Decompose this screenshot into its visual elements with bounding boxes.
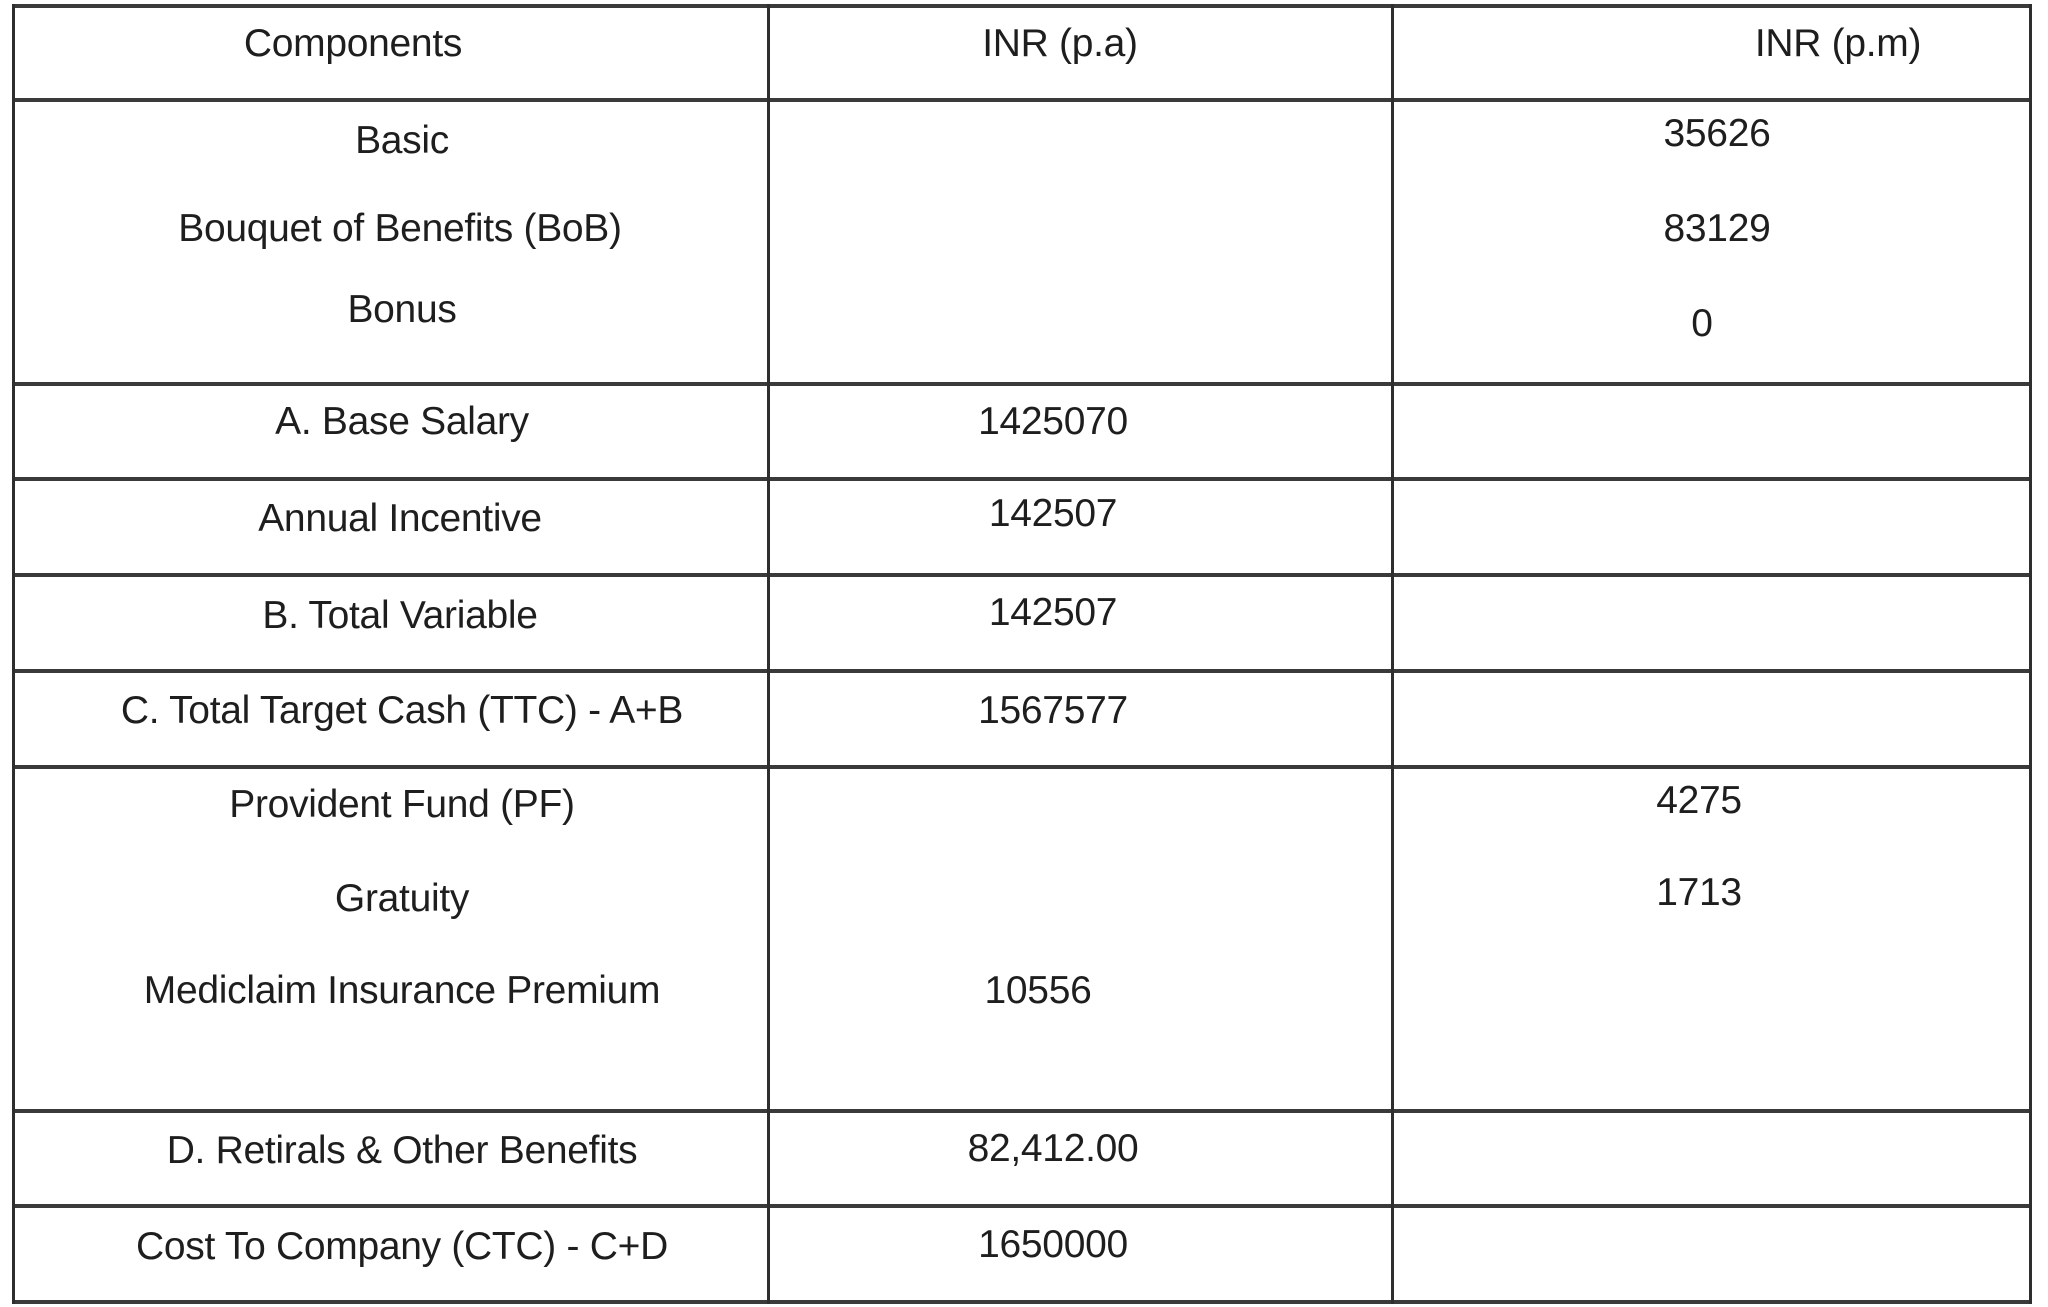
value-bob-pm: 83129 [1663, 207, 1771, 250]
header-bottom-border [12, 98, 2032, 102]
value-annual-incentive-pa: 142507 [988, 492, 1118, 535]
component-bonus: Bonus [347, 288, 457, 331]
component-base-salary: A. Base Salary [275, 400, 529, 443]
component-provident-fund: Provident Fund (PF) [229, 783, 575, 826]
table-border-right [2029, 4, 2032, 1304]
component-cost-to-company: Cost To Company (CTC) - C+D [136, 1225, 668, 1268]
value-gratuity-pm: 1713 [1656, 871, 1742, 914]
value-total-target-cash-pa: 1567577 [978, 689, 1128, 732]
column-divider-1 [767, 4, 770, 1304]
row-border [12, 477, 2032, 481]
component-basic: Basic [355, 119, 449, 162]
row-border [12, 1204, 2032, 1208]
component-gratuity: Gratuity [334, 877, 470, 920]
header-inr-pa: INR (p.a) [982, 22, 1138, 65]
value-total-variable-pa: 142507 [988, 591, 1118, 634]
component-annual-incentive: Annual Incentive [258, 497, 542, 540]
row-border [12, 573, 2032, 577]
component-mediclaim: Mediclaim Insurance Premium [143, 969, 661, 1012]
column-divider-2 [1391, 4, 1394, 1304]
value-basic-pm: 35626 [1663, 112, 1771, 155]
value-base-salary-pa: 1425070 [978, 400, 1128, 443]
header-inr-pm: INR (p.m) [1754, 22, 1922, 65]
row-border [12, 1109, 2032, 1113]
component-retirals: D. Retirals & Other Benefits [166, 1129, 638, 1172]
table-border-bottom [12, 1300, 2032, 1304]
value-cost-to-company-pa: 1650000 [978, 1223, 1128, 1266]
table-border-left [12, 4, 15, 1304]
component-bob: Bouquet of Benefits (BoB) [178, 207, 622, 250]
header-components: Components [243, 22, 463, 65]
value-bonus-pm: 0 [1691, 302, 1713, 345]
component-total-target-cash: C. Total Target Cash (TTC) - A+B [120, 689, 684, 732]
row-border [12, 382, 2032, 386]
row-border [12, 765, 2032, 769]
table-border-top [12, 4, 2032, 8]
value-mediclaim-pa: 10556 [984, 969, 1092, 1012]
value-provident-fund-pm: 4275 [1656, 779, 1742, 822]
value-retirals-pa: 82,412.00 [967, 1127, 1139, 1170]
row-border [12, 669, 2032, 673]
component-total-variable: B. Total Variable [262, 594, 538, 637]
